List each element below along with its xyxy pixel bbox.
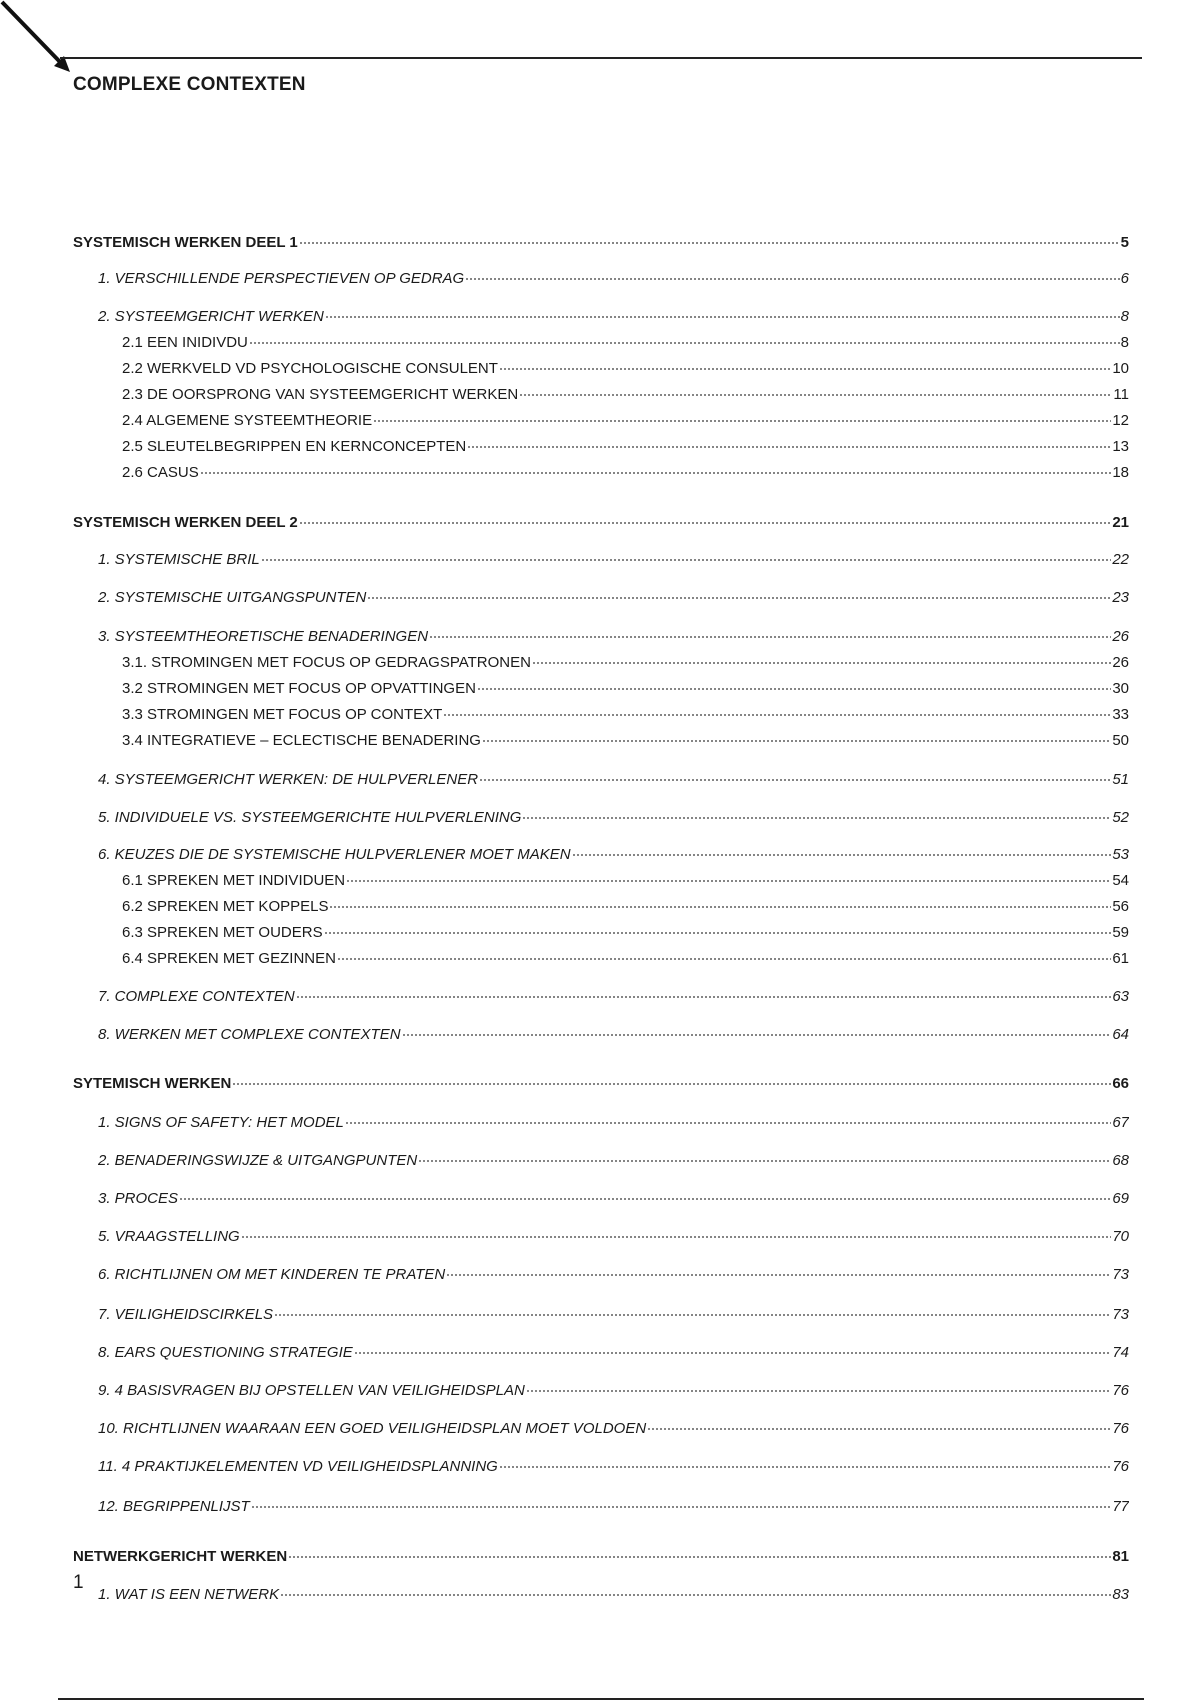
toc-entry-title: 6.3 SPREKEN MET OUDERS (122, 924, 323, 941)
toc-dot-leader (479, 769, 1111, 782)
toc-section[interactable] (73, 1304, 1129, 1324)
toc-section[interactable] (73, 1112, 1129, 1132)
header-rule (60, 57, 1142, 59)
toc-entry-title: 9. 4 BASISVRAGEN BIJ OPSTELLEN VAN VEILIGHEIDSPLAN (98, 1382, 525, 1399)
toc-entry-title: 7. COMPLEXE CONTEXTEN (98, 988, 295, 1005)
toc-entry-title: 1. SIGNS OF SAFETY: HET MODEL (98, 1114, 344, 1131)
toc-entry-title: 1. WAT IS EEN NETWERK (98, 1586, 280, 1603)
toc-page-number: 23 (1112, 589, 1129, 606)
toc-dot-leader (467, 436, 1111, 449)
toc-page-number: 22 (1112, 551, 1129, 568)
toc-page-number: 52 (1112, 809, 1129, 826)
toc-entry-title: 10. RICHTLIJNEN WAARAAN EEN GOED VEILIGHEIDSPLAN MOET VOLDOEN (98, 1420, 647, 1437)
toc-entry-title: 2. SYSTEMISCHE UITGANGSPUNTEN (98, 589, 367, 606)
toc-subsection[interactable] (73, 896, 1129, 916)
toc-entry-title: 3. PROCES (98, 1190, 179, 1207)
toc-dot-leader (324, 922, 1112, 935)
table-of-contents (73, 232, 1129, 1604)
toc-page-number: 76 (1112, 1458, 1129, 1475)
toc-page-number: 26 (1112, 654, 1129, 671)
toc-page-number: 33 (1112, 706, 1129, 723)
toc-subsection[interactable] (73, 410, 1129, 430)
toc-section[interactable] (73, 1226, 1129, 1246)
toc-dot-leader (337, 948, 1111, 961)
toc-entry-title: 6. RICHTLIJNEN OM MET KINDEREN TE PRATEN (98, 1266, 446, 1283)
toc-page-number: 26 (1112, 628, 1129, 645)
toc-dot-leader (179, 1188, 1111, 1201)
toc-page-number: 67 (1112, 1114, 1129, 1131)
toc-entry-title: 2.6 CASUS (122, 464, 199, 481)
toc-dot-leader (446, 1264, 1111, 1277)
toc-page-number: 10 (1112, 360, 1129, 377)
toc-dot-leader (299, 512, 1112, 525)
toc-page-number: 76 (1112, 1382, 1129, 1399)
toc-page-number: 50 (1112, 732, 1129, 749)
toc-page-number: 30 (1112, 680, 1129, 697)
toc-page-number: 12 (1112, 412, 1129, 429)
toc-subsection[interactable] (73, 730, 1129, 750)
toc-entry-title: 2. BENADERINGSWIJZE & UITGANGPUNTEN (98, 1152, 418, 1169)
toc-entry-title: 1. SYSTEMISCHE BRIL (98, 551, 260, 568)
toc-entry-title: 3.3 STROMINGEN MET FOCUS OP CONTEXT (122, 706, 443, 723)
toc-subsection[interactable] (73, 384, 1129, 404)
toc-page-number: 70 (1112, 1228, 1129, 1245)
toc-subsection[interactable] (73, 704, 1129, 724)
toc-section[interactable] (73, 1380, 1129, 1400)
toc-entry-title: 5. VRAAGSTELLING (98, 1228, 240, 1245)
toc-subsection[interactable] (73, 948, 1129, 968)
page-number: 1 (73, 1572, 84, 1593)
toc-dot-leader (402, 1024, 1112, 1037)
toc-dot-leader (572, 844, 1112, 857)
toc-page-number: 68 (1112, 1152, 1129, 1169)
toc-dot-leader (519, 384, 1112, 397)
toc-page-number: 11 (1113, 386, 1129, 403)
toc-page-number: 51 (1112, 771, 1129, 788)
toc-section[interactable] (73, 1150, 1129, 1170)
toc-subsection[interactable] (73, 332, 1129, 352)
toc-page-number: 64 (1112, 1026, 1129, 1043)
toc-section[interactable] (73, 1418, 1129, 1438)
toc-dot-leader (522, 807, 1111, 820)
toc-section[interactable] (73, 626, 1129, 646)
toc-dot-leader (499, 1456, 1111, 1469)
toc-section[interactable] (73, 844, 1129, 864)
toc-dot-leader (280, 1584, 1111, 1597)
toc-page-number: 59 (1112, 924, 1129, 941)
toc-subsection[interactable] (73, 678, 1129, 698)
toc-dot-leader (299, 232, 1120, 245)
toc-page-number: 56 (1112, 898, 1129, 915)
toc-dot-leader (647, 1418, 1111, 1431)
toc-entry-title: SYSTEMISCH WERKEN DEEL 2 (73, 514, 298, 531)
toc-subsection[interactable] (73, 870, 1129, 890)
toc-dot-leader (346, 870, 1111, 883)
toc-entry-title: 2.2 WERKVELD VD PSYCHOLOGISCHE CONSULENT (122, 360, 498, 377)
toc-page-number: 8 (1120, 334, 1129, 351)
toc-dot-leader (418, 1150, 1111, 1163)
toc-entry-title: 2.3 DE OORSPRONG VAN SYSTEEMGERICHT WERKEN (122, 386, 519, 403)
toc-section[interactable] (73, 268, 1129, 288)
toc-dot-leader (249, 332, 1120, 345)
toc-section[interactable] (73, 1024, 1129, 1044)
toc-page-number: 77 (1112, 1498, 1129, 1515)
toc-section[interactable] (73, 986, 1129, 1006)
toc-dot-leader (288, 1546, 1111, 1559)
toc-subsection[interactable] (73, 462, 1129, 482)
toc-heading[interactable] (73, 1546, 1129, 1566)
toc-page-number: 63 (1112, 988, 1129, 1005)
toc-entry-title: 1. VERSCHILLENDE PERSPECTIEVEN OP GEDRAG (98, 270, 465, 287)
toc-dot-leader (325, 306, 1120, 319)
toc-subsection[interactable] (73, 358, 1129, 378)
toc-section[interactable] (73, 1264, 1129, 1284)
toc-section[interactable] (73, 306, 1129, 326)
toc-heading[interactable] (73, 1073, 1129, 1093)
toc-entry-title: 7. VEILIGHEIDSCIRKELS (98, 1306, 274, 1323)
toc-dot-leader (345, 1112, 1111, 1125)
toc-section[interactable] (73, 1456, 1129, 1476)
toc-dot-leader (251, 1496, 1112, 1509)
toc-entry-title: 2.1 EEN INIDIVDU (122, 334, 248, 351)
toc-page-number: 76 (1112, 1420, 1129, 1437)
toc-page-number: 13 (1112, 438, 1129, 455)
toc-page-number: 73 (1112, 1266, 1129, 1283)
toc-section[interactable] (73, 1342, 1129, 1362)
toc-section[interactable] (73, 769, 1129, 789)
toc-page-number: 8 (1120, 308, 1129, 325)
toc-entry-title: SYSTEMISCH WERKEN DEEL 1 (73, 234, 298, 251)
toc-entry-title: NETWERKGERICHT WERKEN (73, 1548, 288, 1565)
toc-page-number: 21 (1112, 514, 1129, 531)
toc-page-number: 6 (1120, 270, 1129, 287)
toc-dot-leader (232, 1073, 1111, 1086)
toc-entry-title: 2.4 ALGEMENE SYSTEEMTHEORIE (122, 412, 373, 429)
toc-entry-title: 6.1 SPREKEN MET INDIVIDUEN (122, 872, 346, 889)
toc-section[interactable] (73, 1496, 1129, 1516)
toc-dot-leader (200, 462, 1112, 475)
toc-page-number: 74 (1112, 1344, 1129, 1361)
toc-dot-leader (482, 730, 1111, 743)
toc-entry-title: 11. 4 PRAKTIJKELEMENTEN VD VEILIGHEIDSPLANNING (98, 1458, 498, 1475)
toc-dot-leader (373, 410, 1111, 423)
toc-entry-title: 3.1. STROMINGEN MET FOCUS OP GEDRAGSPATRONEN (122, 654, 531, 671)
toc-page-number: 54 (1112, 872, 1129, 889)
toc-dot-leader (296, 986, 1112, 999)
toc-section[interactable] (73, 807, 1129, 827)
toc-entry-title: 3.2 STROMINGEN MET FOCUS OP OPVATTINGEN (122, 680, 476, 697)
toc-page-number: 69 (1112, 1190, 1129, 1207)
toc-section[interactable] (73, 587, 1129, 607)
toc-entry-title: 3. SYSTEEMTHEORETISCHE BENADERINGEN (98, 628, 429, 645)
toc-heading[interactable] (73, 232, 1129, 252)
toc-page-number: 61 (1112, 950, 1129, 967)
toc-dot-leader (532, 652, 1111, 665)
toc-entry-title: 6.2 SPREKEN MET KOPPELS (122, 898, 329, 915)
toc-entry-title: 12. BEGRIPPENLIJST (98, 1498, 250, 1515)
toc-dot-leader (329, 896, 1111, 909)
toc-section[interactable] (73, 1584, 1129, 1604)
toc-dot-leader (465, 268, 1119, 281)
toc-page-number: 5 (1120, 234, 1129, 251)
toc-dot-leader (443, 704, 1111, 717)
toc-section[interactable] (73, 1188, 1129, 1208)
toc-dot-leader (429, 626, 1111, 639)
toc-entry-title: 6.4 SPREKEN MET GEZINNEN (122, 950, 336, 967)
toc-entry-title: 8. EARS QUESTIONING STRATEGIE (98, 1344, 353, 1361)
toc-dot-leader (367, 587, 1111, 600)
toc-entry-title: 3.4 INTEGRATIEVE – ECLECTISCHE BENADERING (122, 732, 481, 749)
toc-entry-title: 5. INDIVIDUELE VS. SYSTEEMGERICHTE HULPVERLENING (98, 809, 522, 826)
toc-dot-leader (477, 678, 1111, 691)
document-title: COMPLEXE CONTEXTEN (73, 74, 306, 95)
toc-dot-leader (354, 1342, 1112, 1355)
toc-page-number: 83 (1112, 1586, 1129, 1603)
toc-entry-title: 4. SYSTEEMGERICHT WERKEN: DE HULPVERLENER (98, 771, 479, 788)
toc-dot-leader (261, 549, 1112, 562)
toc-page-number: 66 (1112, 1075, 1129, 1092)
toc-page-number: 18 (1112, 464, 1129, 481)
toc-entry-title: 8. WERKEN MET COMPLEXE CONTEXTEN (98, 1026, 401, 1043)
toc-subsection[interactable] (73, 922, 1129, 942)
toc-dot-leader (274, 1304, 1111, 1317)
toc-section[interactable] (73, 549, 1129, 569)
arrow-cursor-icon (0, 0, 80, 80)
toc-dot-leader (526, 1380, 1111, 1393)
toc-entry-title: 2. SYSTEEMGERICHT WERKEN (98, 308, 324, 325)
toc-page-number: 53 (1112, 846, 1129, 863)
toc-entry-title: 2.5 SLEUTELBEGRIPPEN EN KERNCONCEPTEN (122, 438, 467, 455)
toc-subsection[interactable] (73, 436, 1129, 456)
toc-heading[interactable] (73, 512, 1129, 532)
toc-entry-title: SYTEMISCH WERKEN (73, 1075, 232, 1092)
toc-page-number: 73 (1112, 1306, 1129, 1323)
toc-entry-title: 6. KEUZES DIE DE SYSTEMISCHE HULPVERLENER MOET MAKEN (98, 846, 571, 863)
toc-subsection[interactable] (73, 652, 1129, 672)
toc-dot-leader (499, 358, 1111, 371)
toc-page-number: 81 (1112, 1548, 1129, 1565)
toc-dot-leader (241, 1226, 1112, 1239)
